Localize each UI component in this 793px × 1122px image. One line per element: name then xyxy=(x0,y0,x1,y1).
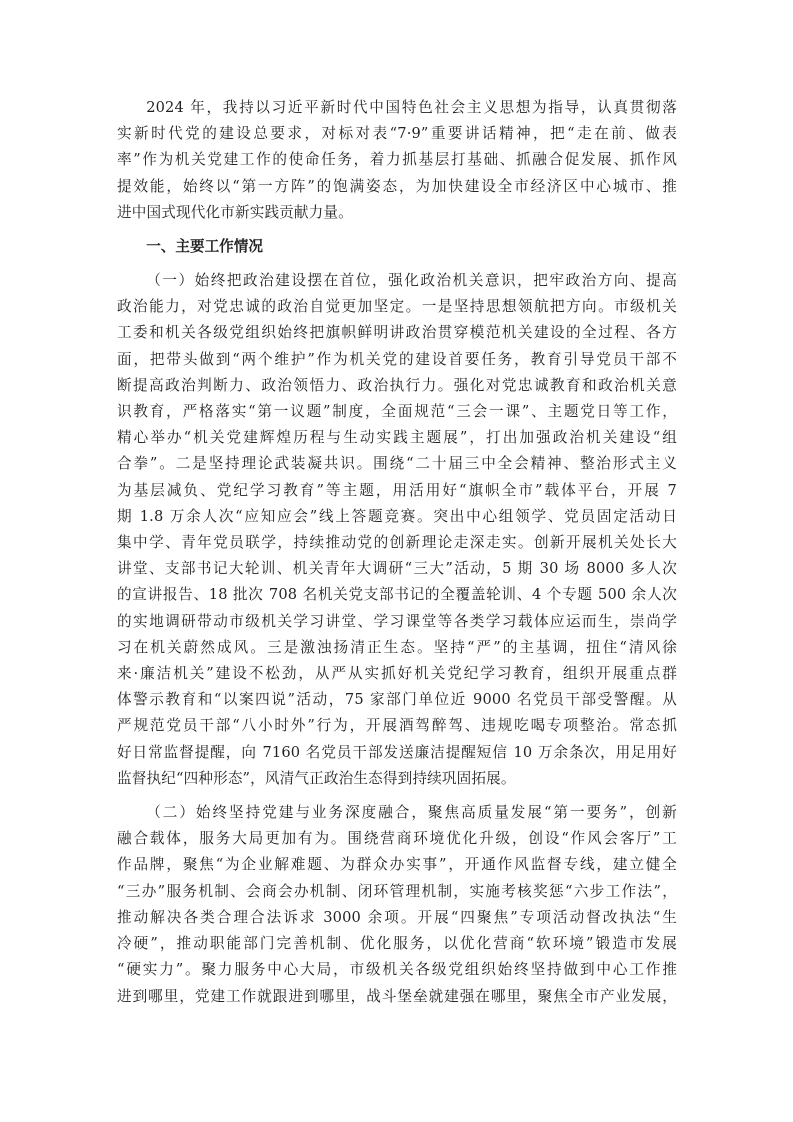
text-line: 面，把带头做到“两个维护”作为机关党的建设首要任务，教育引导党员干部不 xyxy=(117,350,677,368)
text-line: 冷硬”，推动职能部门完善机制、优化服务，以优化营商“软环境”锻造市发展 xyxy=(117,935,677,953)
text-line: 为基层减负、党纪学习教育”等主题，用活用好“旗帜全市”载体平台，开展 7 xyxy=(117,481,677,499)
text-line: 政治能力，对党忠诚的政治自觉更加坚定。一是坚持思想领航把方向。市级机关 xyxy=(117,298,677,316)
intro-paragraph xyxy=(117,95,677,226)
text-line: 进到哪里，党建工作就跟进到哪里，战斗堡垒就建强在哪里，聚焦全市产业发展， xyxy=(117,987,677,1005)
text-line: 讲堂、支部书记大轮训、机关青年大调研“三大”活动，5 期 30 场 8000 多人次 xyxy=(117,560,677,578)
text-line: 工委和机关各级党组织始终把旗帜鲜明讲政治贯穿模范机关建设的全过程、各方 xyxy=(117,324,677,342)
text-line: 进中国式现代化市新实践贡献力量。 xyxy=(117,203,353,221)
text-line: 融合载体，服务大局更加有为。围绕营商环境优化升级，创设“作风会客厅”工 xyxy=(117,830,677,848)
text-line: “三办”服务机制、会商会办机制、闭环管理机制，实施考核奖惩“六步工作法”， xyxy=(117,882,677,900)
text-line: 的实地调研带动市级机关学习讲堂、学习课堂等各类学习载体应运而生，崇尚学 xyxy=(117,612,677,630)
text-line: 习在机关蔚然成风。三是激浊扬清正生态。坚持“严”的主基调，扭住“清风徐 xyxy=(117,638,677,656)
document-page xyxy=(117,95,677,1018)
text-line: 的宣讲报告、18 批次 708 名机关党支部书记的全覆盖轮训、4 个专题 500 余人次 xyxy=(117,586,677,604)
text-line: “硬实力”。聚力服务中心大局，市级机关各级党组织始终坚持做到中心工作推 xyxy=(117,961,677,979)
text-line: 合拳”。二是坚持理论武装凝共识。围绕“二十届三中全会精神、整治形式主义 xyxy=(117,455,677,473)
text-line: 好日常监督提醒，向 7160 名党员干部发送廉洁提醒短信 10 万余条次，用足用好 xyxy=(117,743,677,761)
paragraph-party-business-integration xyxy=(117,800,677,1010)
text-line: 作品牌，聚焦“为企业解难题、为群众办实事”，开通作风监督专线，建立健全 xyxy=(117,856,677,874)
text-line: 实新时代党的建设总要求，对标对表“7·9”重要讲话精神，把“走在前、做表 xyxy=(117,125,677,143)
text-line: 期 1.8 万余人次“应知应会”线上答题竞赛。突出中心组领学、党员固定活动日 xyxy=(117,507,677,525)
text-line: （一）始终把政治建设摆在首位，强化政治机关意识，把牢政治方向、提高 xyxy=(146,272,677,290)
paragraph-political-construction xyxy=(117,268,677,792)
text-line: 推动解决各类合理合法诉求 3000 余项。开展“四聚焦”专项活动督改执法“生 xyxy=(117,908,677,926)
text-line: 来·廉洁机关”建设不松劲，从严从实抓好机关党纪学习教育，组织开展重点群 xyxy=(117,665,677,683)
text-line: 监督执纪“四种形态”，风清气正政治生态得到持续巩固拓展。 xyxy=(117,769,516,787)
text-line: （二）始终坚持党建与业务深度融合，聚焦高质量发展“第一要务”，创新 xyxy=(146,804,677,822)
text-line: 断提高政治判断力、政治领悟力、政治执行力。强化对党忠诚教育和政治机关意 xyxy=(117,376,677,394)
text-line: 率”作为机关党建工作的使命任务，着力抓基层打基础、抓融合促发展、抓作风 xyxy=(117,151,677,169)
text-line: 体警示教育和“以案四说”活动，75 家部门单位近 9000 名党员干部受警醒。从 xyxy=(117,691,677,709)
text-line: 提效能，始终以“第一方阵”的饱满姿态，为加快建设全市经济区中心城市、推 xyxy=(117,177,677,195)
section-heading: 一、主要工作情况 xyxy=(146,238,263,256)
text-line: 2024 年，我持以习近平新时代中国特色社会主义思想为指导，认真贯彻落 xyxy=(146,99,677,116)
text-line: 识教育，严格落实“第一议题”制度，全面规范“三会一课”、主题党日等工作， xyxy=(117,403,677,421)
text-line: 集中学、青年党员联学，持续推动党的创新理论走深走实。创新开展机关处长大 xyxy=(117,534,677,552)
text-line: 精心举办“机关党建辉煌历程与生动实践主题展”，打出加强政治机关建设“组 xyxy=(117,429,677,447)
text-line: 严规范党员干部“八小时外”行为，开展酒驾醉驾、违规吃喝专项整治。常态抓 xyxy=(117,717,677,735)
